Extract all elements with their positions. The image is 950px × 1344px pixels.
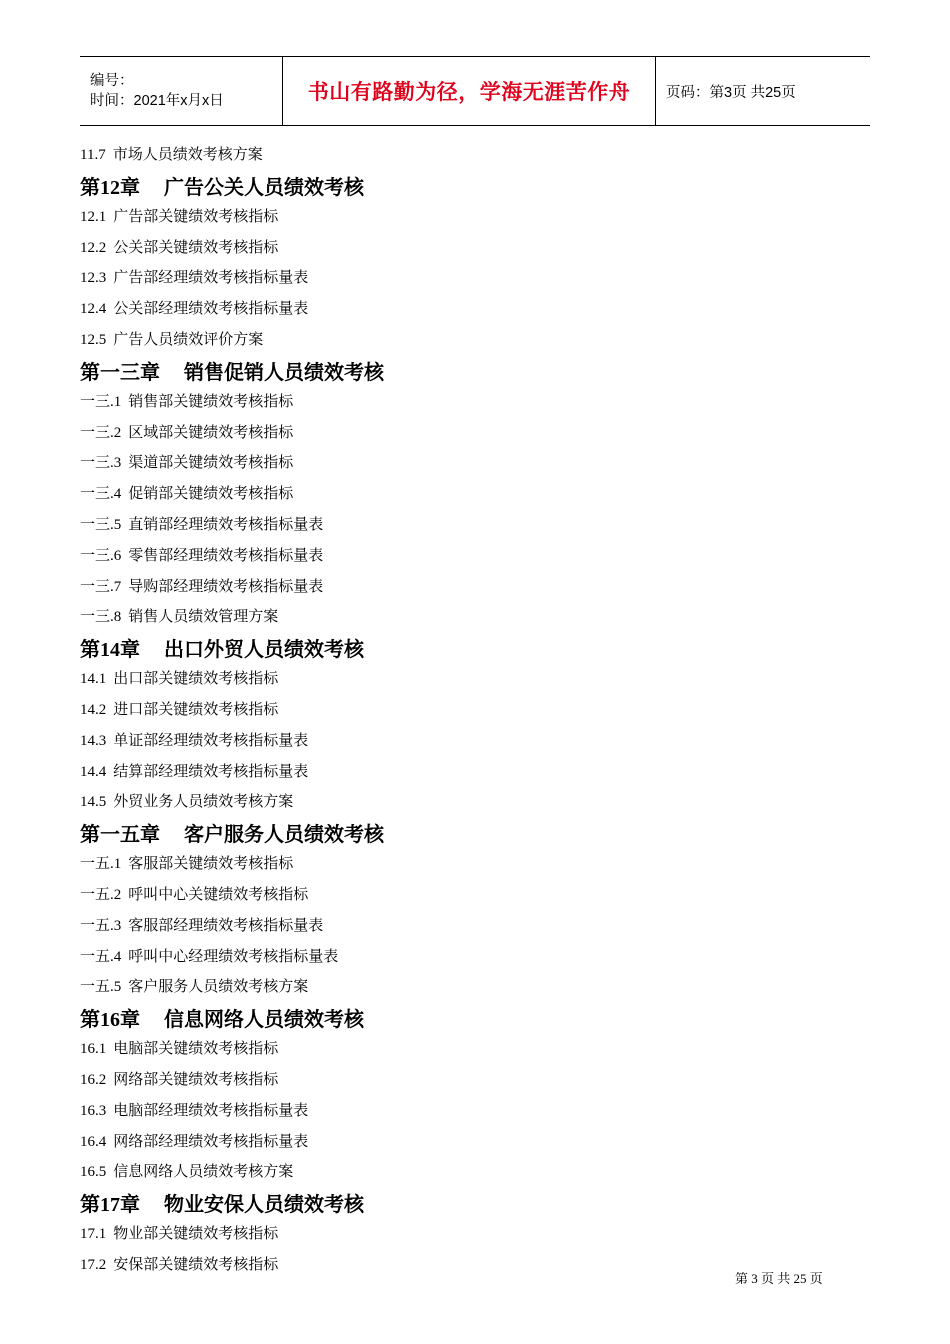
entry-title: 物业部关键绩效考核指标 [113, 1226, 279, 1243]
header-motto-cell [282, 57, 656, 125]
toc-entry [80, 1065, 870, 1096]
chapter-number: 第一五章 [80, 824, 160, 847]
chapter-title: 出口外贸人员绩效考核 [164, 639, 364, 662]
entry-number: 一三.1 [80, 393, 122, 410]
toc-entry [80, 572, 870, 603]
entry-title: 销售部关键绩效考核指标 [128, 393, 294, 410]
document-number-label: 编号： [90, 73, 134, 89]
entry-number: 一三.8 [80, 609, 122, 626]
footer-page-number: 第 3 页 共 25 页 [735, 1271, 823, 1286]
entry-number: 16.5 [80, 1164, 107, 1181]
entry-number: 一三.3 [80, 455, 122, 472]
page-footer [0, 1268, 950, 1287]
entry-number: 一三.5 [80, 516, 122, 533]
entry-number: 17.2 [80, 1256, 107, 1273]
entry-title: 区域部关键绩效考核指标 [128, 424, 294, 441]
toc-entry [80, 880, 870, 911]
entry-number: 11.7 [80, 147, 106, 163]
toc-entry [80, 202, 870, 233]
entry-title: 电脑部经理绩效考核指标量表 [113, 1102, 309, 1119]
entry-number: 16.1 [80, 1041, 107, 1058]
entry-title: 安保部关键绩效考核指标 [113, 1256, 279, 1273]
toc-entry [80, 510, 870, 541]
entry-number: 一五.1 [80, 856, 122, 873]
entry-title: 广告部关键绩效考核指标 [113, 208, 279, 225]
entry-number: 16.4 [80, 1133, 107, 1150]
entry-title: 广告部经理绩效考核指标量表 [113, 270, 309, 287]
entry-number: 一三.6 [80, 547, 122, 564]
toc-entry [80, 1127, 870, 1158]
entry-number: 14.5 [80, 794, 107, 811]
entry-number: 12.1 [80, 208, 107, 225]
toc-chapter-heading [80, 1007, 870, 1034]
entry-number: 12.5 [80, 331, 107, 348]
entry-title: 渠道部关键绩效考核指标 [128, 455, 294, 472]
toc-entry [80, 1219, 870, 1250]
entry-title: 促销部关键绩效考核指标 [128, 486, 294, 503]
header-motto: 书山有路勤为径，学海无涯苦作舟 [307, 80, 631, 104]
toc-entry [80, 726, 870, 757]
toc-entry [80, 1034, 870, 1065]
toc-entry [80, 263, 870, 294]
toc-entry [80, 664, 870, 695]
entry-number: 一五.5 [80, 979, 122, 996]
toc-chapter-heading [80, 175, 870, 202]
entry-number: 14.1 [80, 671, 107, 688]
entry-number: 一五.4 [80, 948, 122, 965]
entry-title: 网络部经理绩效考核指标量表 [113, 1133, 309, 1150]
header-page-cell [656, 57, 870, 125]
chapter-title: 广告公关人员绩效考核 [164, 176, 364, 199]
entry-number: 16.2 [80, 1071, 107, 1088]
chapter-title: 客户服务人员绩效考核 [184, 824, 384, 847]
entry-title: 结算部经理绩效考核指标量表 [113, 763, 309, 780]
entry-title: 电脑部关键绩效考核指标 [113, 1041, 279, 1058]
entry-title: 客服部关键绩效考核指标 [128, 856, 294, 873]
toc-entry [80, 233, 870, 264]
chapter-number: 第16章 [80, 1009, 140, 1032]
page-header [80, 56, 870, 126]
toc-chapter-heading [80, 360, 870, 387]
toc-entry [80, 602, 870, 633]
entry-title: 零售部经理绩效考核指标量表 [128, 547, 324, 564]
entry-number: 一三.7 [80, 578, 122, 595]
toc-entry [80, 325, 870, 356]
entry-title: 客服部经理绩效考核指标量表 [128, 917, 324, 934]
entry-number: 一五.3 [80, 917, 122, 934]
entry-number: 一三.4 [80, 486, 122, 503]
entry-title: 市场人员绩效考核方案 [112, 147, 263, 163]
toc-entry [80, 479, 870, 510]
chapter-number: 第12章 [80, 176, 140, 199]
toc-entry [80, 418, 870, 449]
entry-title: 公关部关键绩效考核指标 [113, 239, 279, 256]
entry-number: 14.4 [80, 763, 107, 780]
toc-chapter-heading [80, 1192, 870, 1219]
toc-entry [80, 448, 870, 479]
entry-title: 进口部关键绩效考核指标 [113, 701, 279, 718]
entry-title: 客户服务人员绩效考核方案 [128, 979, 309, 996]
toc-entry [80, 787, 870, 818]
entry-title: 销售人员绩效管理方案 [128, 609, 279, 626]
toc-entry [80, 387, 870, 418]
toc-entry [80, 140, 870, 171]
entry-title: 广告人员绩效评价方案 [113, 331, 264, 348]
header-page-info: 页码：第3页 共25页 [666, 84, 796, 101]
entry-title: 单证部经理绩效考核指标量表 [113, 732, 309, 749]
toc-entry [80, 294, 870, 325]
entry-title: 出口部关键绩效考核指标 [113, 671, 279, 688]
toc-entry [80, 541, 870, 572]
toc-chapter-heading [80, 637, 870, 664]
toc-entry [80, 942, 870, 973]
document-date: 时间：2021年x月x日 [90, 93, 224, 109]
entry-number: 12.2 [80, 239, 107, 256]
entry-title: 公关部经理绩效考核指标量表 [113, 301, 309, 318]
toc-entry [80, 1157, 870, 1188]
entry-number: 17.1 [80, 1226, 107, 1243]
entry-title: 直销部经理绩效考核指标量表 [128, 516, 324, 533]
chapter-title: 物业安保人员绩效考核 [164, 1194, 364, 1217]
entry-number: 一三.2 [80, 424, 122, 441]
toc-entry [80, 911, 870, 942]
chapter-number: 第14章 [80, 639, 140, 662]
entry-title: 网络部关键绩效考核指标 [113, 1071, 279, 1088]
entry-number: 14.3 [80, 732, 107, 749]
entry-title: 信息网络人员绩效考核方案 [113, 1164, 294, 1181]
toc-entry [80, 757, 870, 788]
toc-entry [80, 972, 870, 1003]
entry-title: 呼叫中心关键绩效考核指标 [128, 886, 309, 903]
entry-title: 外贸业务人员绩效考核方案 [113, 794, 294, 811]
toc-entry [80, 1096, 870, 1127]
toc-entry [80, 849, 870, 880]
table-of-contents [80, 140, 870, 1281]
toc-entry [80, 695, 870, 726]
toc-chapter-heading [80, 822, 870, 849]
chapter-title: 销售促销人员绩效考核 [184, 361, 384, 384]
chapter-title: 信息网络人员绩效考核 [164, 1009, 364, 1032]
entry-title: 呼叫中心经理绩效考核指标量表 [128, 948, 339, 965]
entry-number: 12.3 [80, 270, 107, 287]
entry-number: 12.4 [80, 301, 107, 318]
chapter-number: 第17章 [80, 1194, 140, 1217]
entry-number: 16.3 [80, 1102, 107, 1119]
entry-title: 导购部经理绩效考核指标量表 [128, 578, 324, 595]
entry-number: 14.2 [80, 701, 107, 718]
chapter-number: 第一三章 [80, 361, 160, 384]
entry-number: 一五.2 [80, 886, 122, 903]
header-meta [80, 57, 282, 125]
